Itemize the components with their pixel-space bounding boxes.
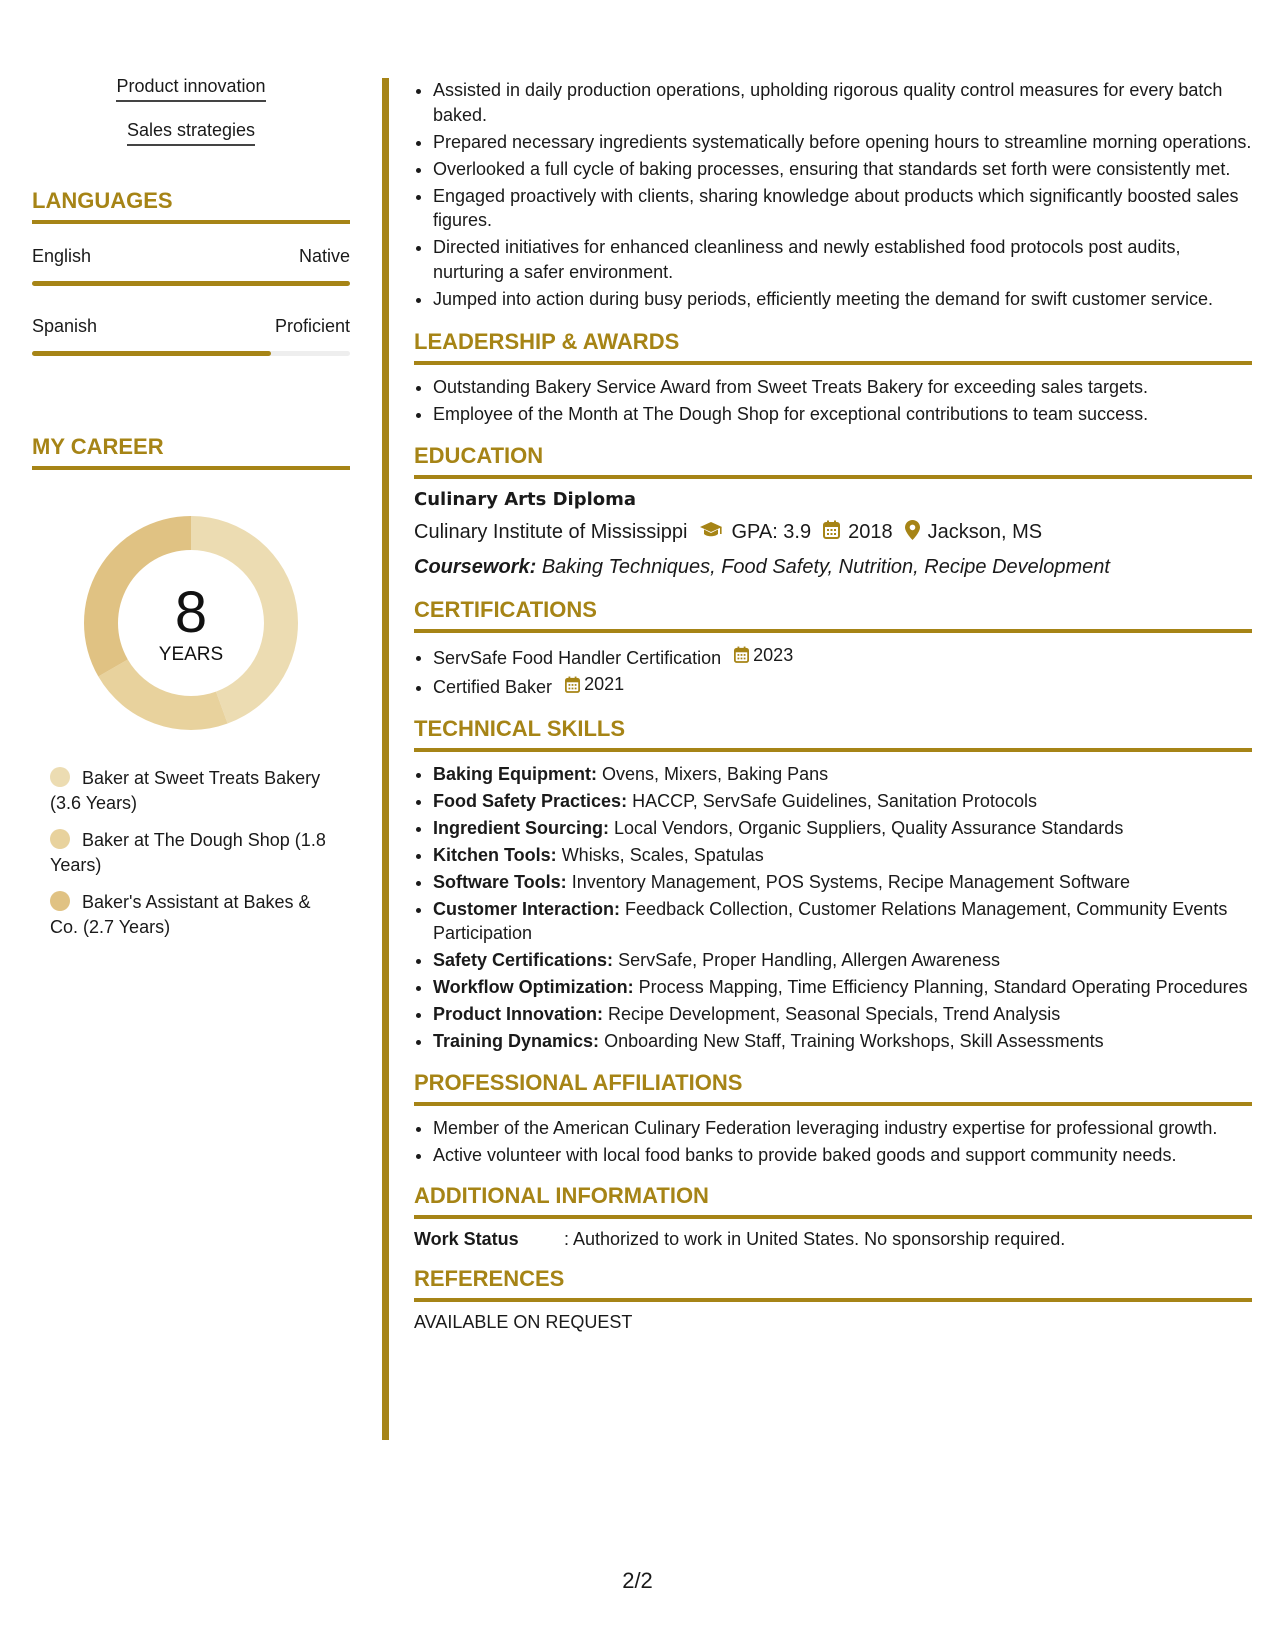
language-proficiency-fill	[32, 281, 350, 286]
career-years-unit: YEARS	[158, 644, 224, 665]
skill-value: Whisks, Scales, Spatulas	[561, 844, 764, 865]
list-item: • Member of the American Culinary Federation leveraging industry expertise for professional growth.	[433, 1116, 1252, 1141]
certification-year: 2021	[584, 674, 625, 695]
affiliations-heading: PROFESSIONAL AFFILIATIONS	[414, 1070, 1252, 1106]
skill-value: Recipe Development, Seasonal Specials, Trend Analysis	[608, 1004, 1061, 1024]
skill-label: Training Dynamics:	[433, 1031, 600, 1051]
education-gpa: GPA: 3.9	[731, 521, 812, 543]
list-item: • Jumped into action during busy periods, efficiently meeting the demand for swift customer service.	[433, 287, 1252, 312]
affiliations-list	[414, 1116, 1252, 1168]
skill-label: Ingredient Sourcing:	[433, 817, 610, 838]
education-details	[414, 520, 1252, 546]
list-item	[433, 975, 1252, 1000]
education-school: Culinary Institute of Mississippi	[414, 521, 688, 543]
languages-section	[32, 188, 350, 356]
graduation-cap-icon	[699, 521, 723, 545]
skill-value: Feedback Collection, Customer Relations Management, Community Events Participation	[433, 898, 1228, 943]
list-item	[433, 897, 1252, 946]
list-item	[433, 789, 1252, 814]
career-donut-wrap	[32, 510, 350, 736]
skill-label: Kitchen Tools:	[433, 844, 557, 865]
technical-skills-list	[414, 762, 1252, 1054]
education-degree: Culinary Arts Diploma	[414, 488, 637, 510]
education-coursework	[414, 556, 1252, 579]
language-level: Proficient	[274, 316, 350, 336]
certifications-heading: CERTIFICATIONS	[414, 597, 1252, 633]
career-legend	[32, 766, 350, 940]
work-status-row	[414, 1229, 1252, 1250]
additional-info-heading: ADDITIONAL INFORMATION	[414, 1183, 1252, 1219]
skill-label: Safety Certifications:	[433, 950, 614, 970]
language-proficiency-bar	[32, 351, 350, 356]
list-item: • Directed initiatives for enhanced cleanliness and newly established food protocols post audits, nurturing a safer environment.	[433, 235, 1252, 284]
language-row	[32, 246, 350, 267]
language-level: Native	[298, 246, 350, 266]
leadership-list	[414, 375, 1252, 427]
list-item: • Overlooked a full cycle of baking processes, ensuring that standards set forth were consistently met.	[433, 157, 1252, 182]
legend-dot	[50, 767, 70, 787]
list-item	[433, 643, 1252, 670]
references-text: AVAILABLE ON REQUEST	[414, 1312, 633, 1332]
skill-label: Food Safety Practices:	[433, 790, 628, 811]
experience-bullets	[414, 78, 1252, 311]
list-item	[433, 843, 1252, 868]
skill-label: Software Tools:	[433, 871, 567, 892]
donut-segment	[98, 660, 227, 731]
certification-name: Certified Baker	[433, 677, 553, 697]
page-number: 2/2	[622, 1568, 653, 1593]
list-item: • Outstanding Bakery Service Award from Sweet Treats Bakery for exceeding sales targets.	[433, 375, 1252, 400]
language-name: English	[32, 246, 92, 266]
technical-skills-heading: TECHNICAL SKILLS	[414, 716, 1252, 752]
calendar-icon	[823, 520, 840, 545]
skill-label: Customer Interaction:	[433, 898, 621, 919]
language-proficiency-fill	[32, 351, 271, 356]
language-name: Spanish	[32, 316, 98, 336]
list-item	[433, 816, 1252, 841]
list-item	[433, 1002, 1252, 1027]
certification-name: ServSafe Food Handler Certification	[433, 647, 722, 668]
skill-value: ServSafe, Proper Handling, Allergen Awareness	[618, 950, 1000, 970]
list-item: • Active volunteer with local food banks to provide baked goods and support community needs.	[433, 1143, 1252, 1168]
map-pin-icon	[905, 520, 920, 546]
education-year: 2018	[848, 521, 893, 543]
list-item	[433, 948, 1252, 973]
list-item	[433, 870, 1252, 895]
column-divider	[382, 78, 389, 1440]
list-item: • Prepared necessary ingredients systematically before opening hours to streamline morning operations.	[433, 130, 1252, 155]
legend-item: Baker at The Dough Shop (1.8 Years)	[50, 830, 326, 875]
skill-label: Baking Equipment:	[433, 763, 598, 784]
list-item: • Employee of the Month at The Dough Shop for exceptional contributions to team success.	[433, 402, 1252, 427]
skill-value: HACCP, ServSafe Guidelines, Sanitation Protocols	[632, 790, 1037, 811]
career-donut-chart	[78, 510, 304, 736]
skill-value: Ovens, Mixers, Baking Pans	[602, 763, 829, 784]
skill-label: Product Innovation:	[433, 1004, 603, 1024]
legend-dot	[50, 891, 70, 911]
language-proficiency-bar	[32, 281, 350, 286]
list-item	[433, 672, 1252, 699]
legend-item: Baker at Sweet Treats Bakery (3.6 Years)	[50, 768, 321, 813]
career-heading: MY CAREER	[32, 434, 350, 470]
strength-item: Product innovation	[32, 76, 350, 102]
calendar-icon	[565, 676, 580, 693]
work-status-label: Work Status	[414, 1229, 519, 1249]
skill-label: Workflow Optimization:	[433, 977, 634, 997]
list-item	[433, 762, 1252, 787]
skill-value: Local Vendors, Organic Suppliers, Quality Assurance Standards	[614, 817, 1124, 838]
work-status-value: : Authorized to work in United States. No sponsorship required.	[564, 1229, 1066, 1249]
legend-dot	[50, 829, 70, 849]
skill-value: Process Mapping, Time Efficiency Planning, Standard Operating Procedures	[638, 977, 1248, 997]
list-item: • Assisted in daily production operations, upholding rigorous quality control measures for every batch baked.	[433, 78, 1252, 127]
language-row	[32, 316, 350, 337]
coursework-label: Coursework:	[414, 555, 537, 578]
languages-heading: LANGUAGES	[32, 188, 350, 224]
skill-value: Inventory Management, POS Systems, Recipe Management Software	[571, 871, 1130, 892]
calendar-icon	[734, 646, 749, 663]
references-heading: REFERENCES	[414, 1266, 1252, 1302]
education-heading: EDUCATION	[414, 443, 1252, 479]
left-column	[32, 76, 350, 952]
career-section	[32, 434, 350, 940]
skill-value: Onboarding New Staff, Training Workshops, Skill Assessments	[604, 1031, 1104, 1051]
leadership-heading: LEADERSHIP & AWARDS	[414, 329, 1252, 365]
list-item: • Engaged proactively with clients, sharing knowledge about products which significantly boosted sales figures.	[433, 184, 1252, 233]
career-total-years: 8	[174, 580, 208, 645]
coursework-list: Baking Techniques, Food Safety, Nutrition, Recipe Development	[541, 555, 1110, 578]
list-item	[433, 1029, 1252, 1054]
education-location: Jackson, MS	[927, 521, 1043, 543]
right-column	[414, 78, 1252, 1333]
certification-year: 2023	[753, 644, 794, 665]
legend-item: Baker's Assistant at Bakes & Co. (2.7 Years)	[50, 892, 311, 937]
strength-item: Sales strategies	[32, 120, 350, 146]
certifications-list	[414, 643, 1252, 700]
